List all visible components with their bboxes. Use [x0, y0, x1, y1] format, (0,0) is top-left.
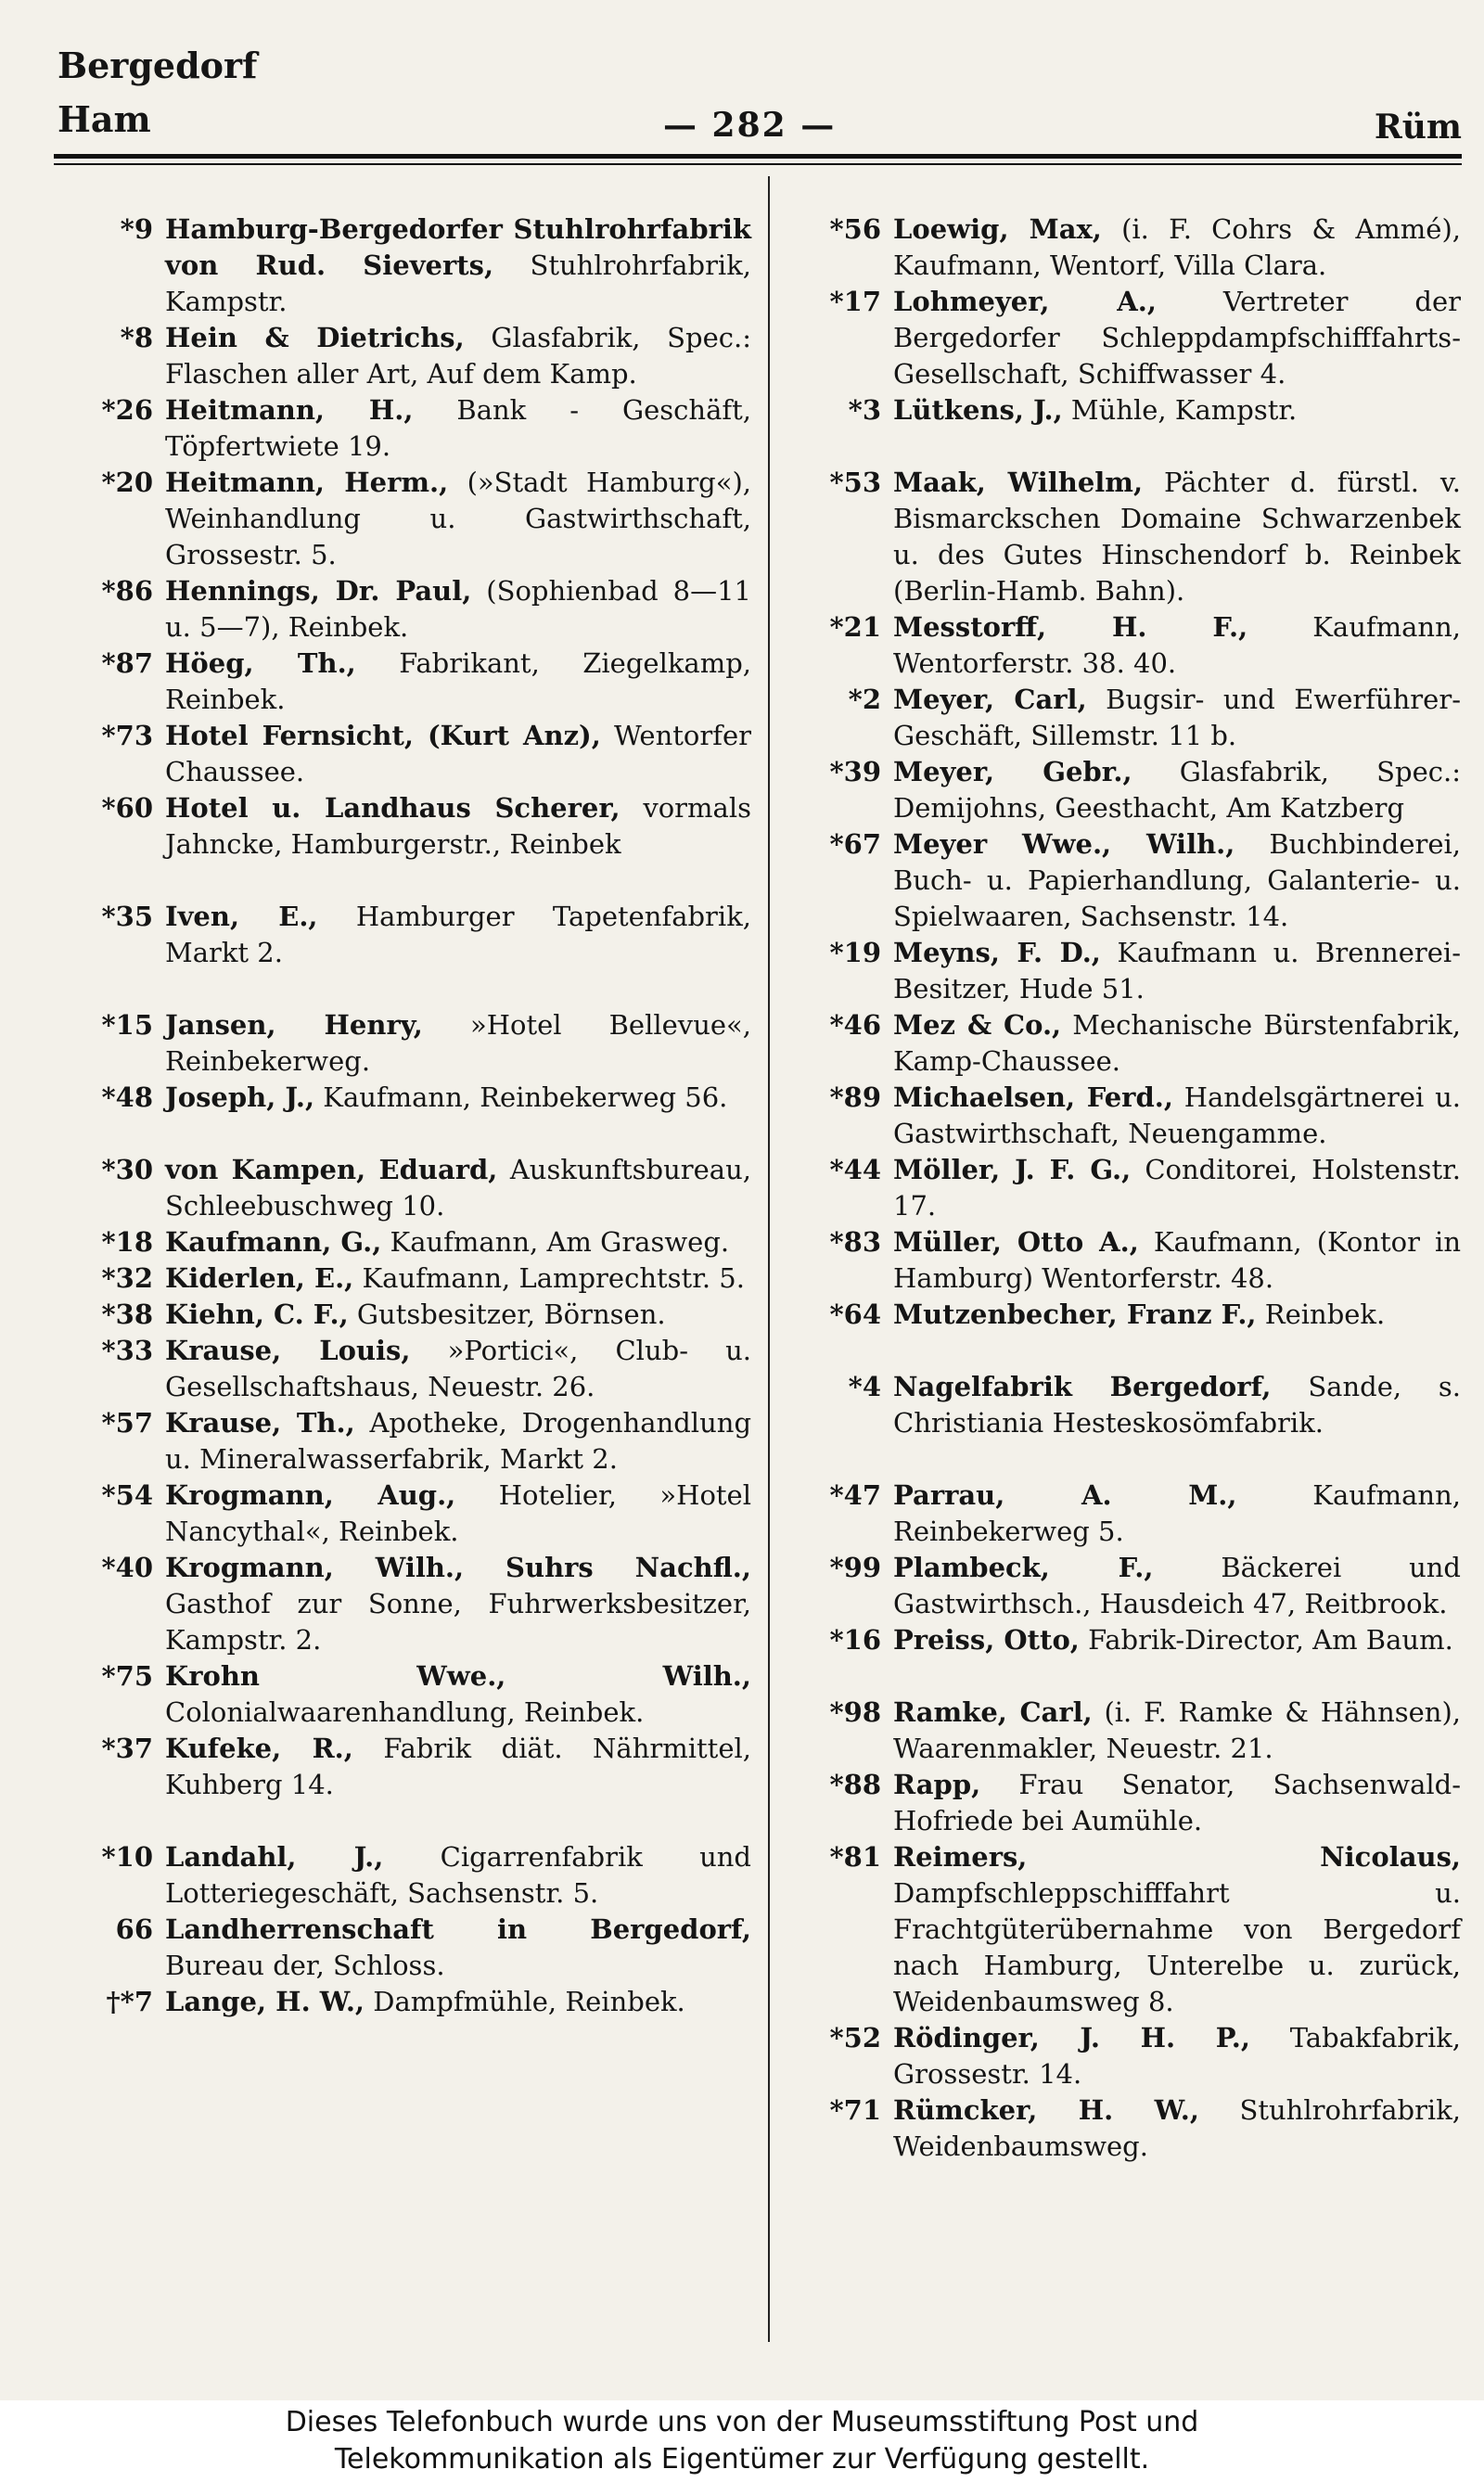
subscriber-name: Meyer, Carl, [893, 684, 1087, 715]
subscriber-name: Lange, H. W., [165, 1986, 365, 2017]
phone-number: *17 [829, 286, 881, 317]
phone-number: *88 [829, 1769, 881, 1800]
subscriber-details: Dampfmühle, Reinbek. [373, 1986, 685, 2017]
phone-number: †*7 [106, 1986, 153, 2017]
phone-number: *37 [101, 1733, 153, 1764]
subscriber-details: Gasthof zur Sonne, Fuhrwerksbesitzer, Kampstr. 2. [165, 1588, 751, 1656]
subscriber-name: Ramke, Carl, [893, 1696, 1093, 1728]
directory-entry [56, 573, 751, 646]
subscriber-details: Dampfschleppschifffahrt u. Frachtgüterübernahme von Bergedorf nach Hamburg, Unterelbe u. zurück, Weidenbaumsweg 8. [893, 1877, 1461, 2017]
phone-number: 66 [115, 1913, 153, 1945]
subscriber-name: Michaelsen, Ferd., [893, 1081, 1173, 1113]
directory-entry [56, 1984, 751, 2020]
subscriber-name: Hotel u. Landhaus Scherer, [165, 792, 620, 824]
subscriber-name: Nagelfabrik Bergedorf, [893, 1371, 1272, 1402]
phone-number: *19 [829, 937, 881, 968]
subscriber-name: Höeg, Th., [165, 647, 356, 679]
directory-entry [784, 1550, 1461, 1622]
subscriber-name: Heitmann, Herm., [165, 467, 449, 498]
phone-number: *87 [101, 647, 153, 679]
directory-entry [56, 899, 751, 971]
directory-entry [56, 1478, 751, 1550]
phone-number: *35 [101, 901, 153, 932]
directory-entry [784, 935, 1461, 1007]
directory-entry [784, 1369, 1461, 1441]
subscriber-name: Krohn Wwe., Wilh., [165, 1660, 751, 1692]
directory-entry [784, 211, 1461, 284]
directory-entry [56, 1297, 751, 1333]
directory-entry [56, 1007, 751, 1080]
subscriber-name: Iven, E., [165, 901, 318, 932]
subscriber-name: Loewig, Max, [893, 213, 1102, 245]
subscriber-details: Fabrik-Director, Am Baum. [1088, 1624, 1453, 1656]
header-range-end: Rüm [1374, 108, 1462, 147]
subscriber-details: Hotelier, »Hotel Nancythal«, Reinbek. [165, 1479, 751, 1547]
subscriber-name: Meyns, F. D., [893, 937, 1101, 968]
subscriber-details: (»Stadt Hamburg«), Weinhandlung u. Gastwirthschaft, Grossestr. 5. [165, 467, 752, 570]
directory-entry [56, 1152, 751, 1224]
phone-number: *40 [101, 1552, 153, 1583]
subscriber-details: Handelsgärtnerei u. Gastwirthschaft, Neuengamme. [893, 1081, 1461, 1149]
subscriber-details: Cigarrenfabrik und Lotteriegeschäft, Sachsenstr. 5. [165, 1841, 751, 1909]
directory-entry [56, 646, 751, 718]
subscriber-details: Bäckerei und Gastwirthsch., Hausdeich 47, Reitbrook. [893, 1552, 1461, 1619]
directory-entry [784, 1767, 1461, 1839]
subscriber-details: Frau Senator, Sachsenwald-Hofriede bei Aumühle. [893, 1769, 1461, 1836]
subscriber-details: Gutsbesitzer, Börnsen. [356, 1299, 666, 1330]
directory-entry [56, 1912, 751, 1984]
phone-number: *30 [101, 1154, 153, 1185]
header-place-primary: Bergedorf [58, 45, 258, 86]
subscriber-name: Messtorff, H. F., [893, 611, 1248, 643]
subscriber-details: Conditorei, Holstenstr. 17. [893, 1154, 1461, 1222]
header-rule-thick [54, 154, 1462, 159]
subscriber-details: Reinbek. [1264, 1299, 1386, 1330]
directory-entry [56, 392, 751, 465]
subscriber-name: Hennings, Dr. Paul, [165, 575, 472, 607]
phone-number: *57 [101, 1407, 153, 1439]
directory-entry [784, 1080, 1461, 1152]
subscriber-details: Sande, s. Christiania Hesteskosömfabrik. [893, 1371, 1462, 1439]
section-gap [56, 1116, 751, 1152]
phone-number: *86 [101, 575, 153, 607]
phone-number: *99 [829, 1552, 881, 1583]
subscriber-details: (i. F. Ramke & Hähnsen), Waarenmakler, Neuestr. 21. [893, 1696, 1461, 1764]
subscriber-name: Hamburg-Bergedorfer Stuhlrohrfabrik von Rud. Sieverts, [165, 213, 751, 281]
subscriber-name: Meyer Wwe., Wilh., [893, 828, 1235, 860]
directory-entry [784, 1478, 1461, 1550]
column-separator [768, 176, 770, 2342]
directory-entry [56, 790, 751, 863]
phone-number: *15 [101, 1009, 153, 1041]
directory-entry [784, 1152, 1461, 1224]
subscriber-details: Kaufmann u. Brennerei-Besitzer, Hude 51. [893, 937, 1461, 1004]
subscriber-details: Glasfabrik, Spec.: Demijohns, Geesthacht, Am Katzberg [893, 756, 1461, 824]
left-column [56, 211, 751, 2020]
subscriber-name: Kufeke, R., [165, 1733, 353, 1764]
subscriber-name: Hotel Fernsicht, (Kurt Anz), [165, 720, 601, 751]
subscriber-name: Jansen, Henry, [165, 1009, 423, 1041]
phone-number: *8 [120, 322, 153, 353]
subscriber-name: Preiss, Otto, [893, 1624, 1080, 1656]
header-place-secondary: Ham [58, 98, 151, 140]
subscriber-name: Rapp, [893, 1769, 981, 1800]
section-gap [784, 1333, 1461, 1369]
subscriber-details: Kaufmann, Wentorferstr. 38. 40. [893, 611, 1461, 679]
directory-entry [784, 1007, 1461, 1080]
subscriber-details: Kaufmann, Reinbekerweg 56. [323, 1081, 728, 1113]
subscriber-details: Pächter d. fürstl. v. Bismarckschen Domaine Schwarzenbek u. des Gutes Hinschendorf b. Reinbek (Berlin-Hamb. Bahn). [893, 467, 1462, 607]
phone-number: *81 [829, 1841, 881, 1873]
phone-number: *60 [101, 792, 153, 824]
directory-entry [56, 1080, 751, 1116]
phone-number: *33 [101, 1335, 153, 1366]
phone-number: *46 [829, 1009, 881, 1041]
phone-number: *98 [829, 1696, 881, 1728]
phone-number: *52 [829, 2022, 881, 2053]
directory-entry [784, 754, 1461, 826]
subscriber-details: Stuhlrohrfabrik, Weidenbaumsweg. [893, 2094, 1461, 2162]
subscriber-name: Reimers, Nicolaus, [893, 1841, 1461, 1873]
subscriber-details: Kaufmann, (Kontor in Hamburg) Wentorferstr. 48. [893, 1226, 1462, 1294]
subscriber-details: Bureau der, Schloss. [165, 1950, 445, 1981]
subscriber-name: Krause, Louis, [165, 1335, 411, 1366]
subscriber-name: Parrau, A. M., [893, 1479, 1237, 1511]
subscriber-details: Buchbinderei, Buch- u. Papierhandlung, Galanterie- u. Spielwaaren, Sachsenstr. 14. [893, 828, 1461, 932]
subscriber-name: Meyer, Gebr., [893, 756, 1132, 787]
directory-entry [784, 609, 1461, 682]
subscriber-details: Fabrik diät. Nährmittel, Kuhberg 14. [165, 1733, 751, 1800]
subscriber-details: Colonialwaarenhandlung, Reinbek. [165, 1696, 645, 1728]
phone-number: *10 [101, 1841, 153, 1873]
footer-line-2: Telekommunikation als Eigentümer zur Verfügung gestellt. [334, 2443, 1150, 2476]
phone-number: *56 [829, 213, 881, 245]
phone-number: *64 [829, 1299, 881, 1330]
directory-entry [784, 392, 1461, 429]
phone-number: *75 [101, 1660, 153, 1692]
section-gap [56, 863, 751, 899]
subscriber-details: Tabakfabrik, Grossestr. 14. [893, 2022, 1462, 2090]
subscriber-details: Vertreter der Bergedorfer Schleppdampfschifffahrts-Gesellschaft, Schiffwasser 4. [893, 286, 1462, 390]
directory-entry [784, 1297, 1461, 1333]
directory-entry [784, 826, 1461, 935]
subscriber-name: Rödinger, J. H. P., [893, 2022, 1250, 2053]
directory-entry [56, 1839, 751, 1912]
phone-number: *54 [101, 1479, 153, 1511]
directory-entry [56, 1333, 751, 1405]
header-rule-thin [54, 163, 1462, 165]
directory-entry [56, 1405, 751, 1478]
directory-entry [56, 718, 751, 790]
subscriber-name: Krogmann, Aug., [165, 1479, 456, 1511]
subscriber-name: Möller, J. F. G., [893, 1154, 1132, 1185]
subscriber-name: Lütkens, J., [893, 394, 1063, 426]
subscriber-name: Landherrenschaft in Bergedorf, [165, 1913, 751, 1945]
subscriber-details: Glasfabrik, Spec.: Flaschen aller Art, Auf dem Kamp. [165, 322, 751, 390]
directory-entry [56, 211, 751, 320]
subscriber-details: »Hotel Bellevue«, Reinbekerweg. [165, 1009, 751, 1077]
subscriber-name: Hein & Dietrichs, [165, 322, 465, 353]
phone-number: *73 [101, 720, 153, 751]
subscriber-name: Kaufmann, G., [165, 1226, 382, 1258]
subscriber-details: Kaufmann, Reinbekerweg 5. [893, 1479, 1462, 1547]
phone-number: *9 [120, 213, 153, 245]
subscriber-name: Müller, Otto A., [893, 1226, 1139, 1258]
phone-number: *39 [829, 756, 881, 787]
phone-number: *21 [829, 611, 881, 643]
directory-entry [56, 1550, 751, 1658]
subscriber-details: Kaufmann, Lamprechtstr. 5. [362, 1262, 745, 1294]
phone-number: *18 [101, 1226, 153, 1258]
phone-number: *3 [848, 394, 881, 426]
phone-number: *16 [829, 1624, 881, 1656]
directory-entry [56, 1731, 751, 1803]
phone-number: *26 [101, 394, 153, 426]
phone-number: *32 [101, 1262, 153, 1294]
phone-number: *71 [829, 2094, 881, 2126]
directory-entry [56, 320, 751, 392]
subscriber-details: (Sophienbad 8—11 u. 5—7), Reinbek. [165, 575, 752, 643]
subscriber-name: Landahl, J., [165, 1841, 384, 1873]
subscriber-name: Rümcker, H. W., [893, 2094, 1199, 2126]
subscriber-details: (i. F. Cohrs & Ammé), Kaufmann, Wentorf, Villa Clara. [893, 213, 1462, 281]
directory-entry [56, 465, 751, 573]
directory-entry [784, 284, 1461, 392]
subscriber-name: Krogmann, Wilh., Suhrs Nachfl., [165, 1552, 751, 1583]
subscriber-details: Fabrikant, Ziegelkamp, Reinbek. [165, 647, 751, 715]
subscriber-name: Mutzenbecher, Franz F., [893, 1299, 1257, 1330]
phone-number: *20 [101, 467, 153, 498]
phone-number: *47 [829, 1479, 881, 1511]
subscriber-details: Bugsir- und Ewerführer-Geschäft, Sillemstr. 11 b. [893, 684, 1461, 751]
phone-number: *2 [848, 684, 881, 715]
phone-number: *83 [829, 1226, 881, 1258]
section-gap [56, 1803, 751, 1839]
directory-entry [56, 1224, 751, 1260]
subscriber-details: Mechanische Bürstenfabrik, Kamp-Chaussee. [893, 1009, 1461, 1077]
directory-entry [784, 2020, 1461, 2092]
subscriber-details: »Portici«, Club- u. Gesellschaftshaus, Neuestr. 26. [165, 1335, 751, 1402]
subscriber-details: Kaufmann, Am Grasweg. [390, 1226, 730, 1258]
subscriber-name: Kiehn, C. F., [165, 1299, 349, 1330]
subscriber-details: Mühle, Kampstr. [1070, 394, 1298, 426]
phone-number: *89 [829, 1081, 881, 1113]
directory-entry [784, 1839, 1461, 2020]
directory-entry [784, 465, 1461, 609]
phone-number: *48 [101, 1081, 153, 1113]
subscriber-details: Bank - Geschäft, Töpfertwiete 19. [165, 394, 751, 462]
page-number: — 282 — [663, 106, 837, 145]
subscriber-name: Kiderlen, E., [165, 1262, 354, 1294]
subscriber-name: von Kampen, Eduard, [165, 1154, 498, 1185]
section-gap [784, 1441, 1461, 1478]
section-gap [784, 429, 1461, 465]
subscriber-name: Plambeck, F., [893, 1552, 1154, 1583]
subscriber-details: Wentorfer Chaussee. [165, 720, 751, 787]
subscriber-details: Hamburger Tapetenfabrik, Markt 2. [165, 901, 751, 968]
phone-number: *44 [829, 1154, 881, 1185]
directory-entry [56, 1260, 751, 1297]
directory-entry [784, 1622, 1461, 1658]
directory-entry [56, 1658, 751, 1731]
section-gap [56, 971, 751, 1007]
directory-entry [784, 1695, 1461, 1767]
phone-number: *38 [101, 1299, 153, 1330]
subscriber-details: vormals Jahncke, Hamburgerstr., Reinbek [165, 792, 751, 860]
subscriber-details: Auskunftsbureau, Schleebuschweg 10. [165, 1154, 751, 1222]
subscriber-name: Maak, Wilhelm, [893, 467, 1144, 498]
right-column [784, 211, 1461, 2165]
directory-entry [784, 682, 1461, 754]
section-gap [784, 1658, 1461, 1695]
footer-notice [0, 2400, 1484, 2482]
subscriber-name: Krause, Th., [165, 1407, 355, 1439]
subscriber-name: Mez & Co., [893, 1009, 1062, 1041]
phone-number: *4 [848, 1371, 881, 1402]
directory-entry [784, 1224, 1461, 1297]
phone-number: *53 [829, 467, 881, 498]
phone-number: *67 [829, 828, 881, 860]
footer-line-1: Dieses Telefonbuch wurde uns von der Museumsstiftung Post und [285, 2406, 1199, 2438]
directory-entry [784, 2092, 1461, 2165]
subscriber-details: Stuhlrohrfabrik, Kampstr. [165, 249, 751, 317]
subscriber-name: Joseph, J., [165, 1081, 315, 1113]
subscriber-details: Apotheke, Drogenhandlung u. Mineralwasserfabrik, Markt 2. [165, 1407, 752, 1475]
subscriber-name: Heitmann, H., [165, 394, 414, 426]
subscriber-name: Lohmeyer, A., [893, 286, 1157, 317]
